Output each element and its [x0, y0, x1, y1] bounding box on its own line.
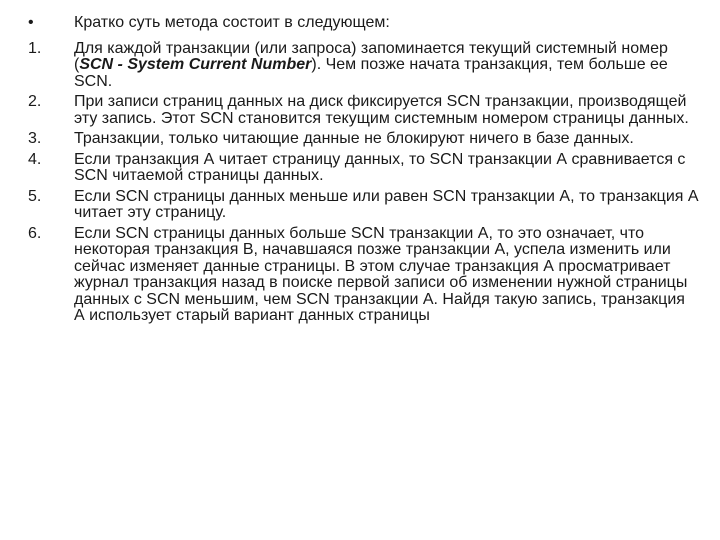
- list-number: 5.: [28, 187, 42, 205]
- list-item-5: [28, 189, 700, 222]
- list-item-text: При записи страниц данных на диск фиксируется SCN транзакции, производящей эту запись. Этот SCN становится текущим системным номером страницы данных.: [74, 93, 689, 127]
- list-item-text: Если SCN страницы данных меньше или равен SCN транзакции А, то транзакция А читает эту страницу.: [74, 187, 699, 221]
- list-item-3: [28, 131, 700, 148]
- bullet-marker: •: [28, 14, 34, 31]
- list-number: 4.: [28, 150, 42, 168]
- list-number: 6.: [28, 224, 42, 242]
- intro-line: [28, 15, 700, 32]
- list-item-text: Если транзакция А читает страницу данных, то SCN транзакции А сравнивается с SCN читаемой страницы данных.: [74, 150, 686, 184]
- list-number: 3.: [28, 130, 42, 147]
- text-content: [28, 15, 700, 329]
- list-item-text: [74, 41, 700, 91]
- list-item-1: [28, 41, 700, 91]
- list-item-text-end: ). Чем позже начата транзакция, тем больше ее SCN.: [74, 56, 668, 90]
- list-number: 2.: [28, 93, 42, 110]
- list-number: 1.: [28, 39, 42, 57]
- scn-definition: SCN - System Current Number: [79, 56, 312, 73]
- list-item-2: [28, 94, 700, 127]
- list-item-6: [28, 226, 700, 325]
- list-item-text-start: Для каждой транзакции (или запроса) запоминается текущий системный номер (: [74, 39, 668, 73]
- list-item-text: Если SCN страницы данных больше SCN транзакции А, то это означает, что некоторая транзакция В, начавшаяся позже транзакции А, успела изменить или сейчас изменяет данные страницы. В этом случае транзакция А просматривает журнал транзакция назад в поиске первой записи об изменении нужной страницы данных с SCN меньшим, чем SCN транзакции А. Найдя такую запись, транзакция А использует старый вариант данных страницы: [74, 224, 688, 324]
- list-item-4: [28, 152, 700, 185]
- intro-text: Кратко суть метода состоит в следующем:: [74, 14, 390, 31]
- list-item-text: Транзакции, только читающие данные не блокируют ничего в базе данных.: [74, 130, 634, 147]
